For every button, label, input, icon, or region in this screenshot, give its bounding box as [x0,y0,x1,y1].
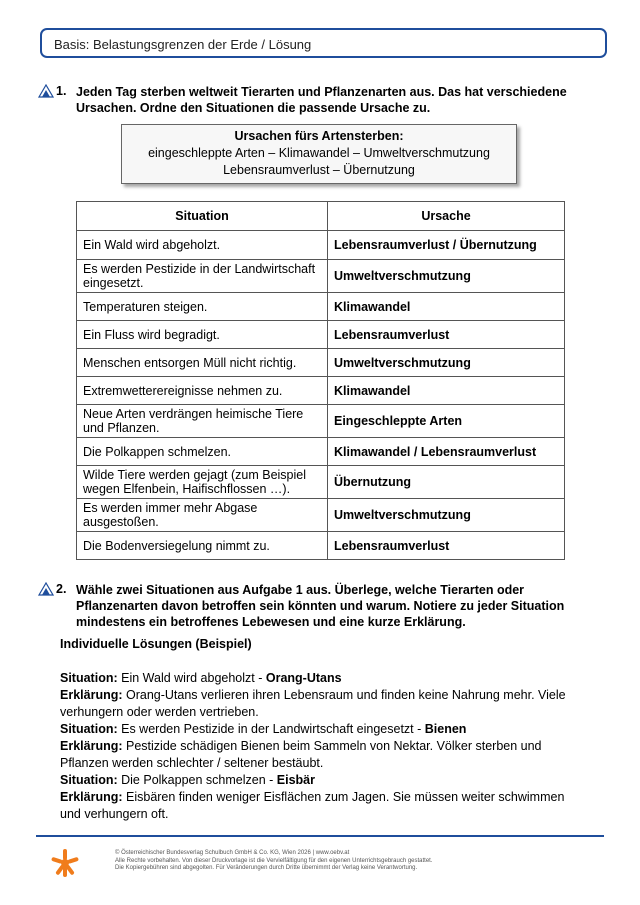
causes-line-2: Lebensraumverlust – Übernutzung [223,163,415,177]
page-header [40,28,607,58]
organism-name: Bienen [424,722,467,736]
situation-cell: Es werden Pestizide in der Landwirtschaft eingesetzt. [77,260,328,293]
explanation-text: Orang-Utans verlieren ihren Lebensraum und finden keine Nahrung mehr. Viele verhungern oder werden vertrieben. [60,688,566,719]
table-row [77,532,565,560]
publisher-logo-icon [50,848,80,878]
situation-cell: Temperaturen steigen. [77,293,328,321]
answer-explanation [60,789,570,823]
situation-label: Situation: [60,773,118,787]
situation-cell: Die Bodenversiegelung nimmt zu. [77,532,328,560]
footer-line-2: Alle Rechte vorbehalten. Von dieser Druckvorlage ist die Vervielfältigung für den eigenen Unterrichtsgebrauch gestattet. [115,857,433,864]
footer-divider [36,835,604,837]
situation-cell: Es werden immer mehr Abgase ausgestoßen. [77,499,328,532]
mountain-level-icon [38,582,54,596]
explanation-label: Erklärung: [60,739,123,753]
cause-cell: Eingeschleppte Arten [328,405,565,438]
table-header-row [77,202,565,231]
organism-name: Orang-Utans [265,671,342,685]
cause-cell: Klimawandel / Lebensraumverlust [328,438,565,466]
table-row [77,231,565,260]
task-instruction: Wähle zwei Situationen aus Aufgabe 1 aus. Überlege, welche Tierarten oder Pflanzenarten davon betroffen sein könnten und warum. Notiere zu jeder Situation mindestens ein betroffenes Lebewesen und eine kurze Erklärung. [76,583,565,629]
table-row [77,260,565,293]
explanation-label: Erklärung: [60,688,123,702]
cause-cell: Lebensraumverlust [328,321,565,349]
answer-situation: Situation: Es werden Pestizide in der Landwirtschaft eingesetzt - Bienen [60,722,467,736]
causes-line-1: eingeschleppte Arten – Klimawandel – Umweltverschmutzung [148,146,490,160]
cause-cell: Übernutzung [328,466,565,499]
cause-cell: Lebensraumverlust [328,532,565,560]
task-number: 1. [56,84,67,98]
table-row [77,349,565,377]
situation-cell: Die Polkappen schmelzen. [77,438,328,466]
situation-cell: Ein Fluss wird begradigt. [77,321,328,349]
table-row [77,321,565,349]
situation-label: Situation: [60,671,118,685]
solution-table [76,201,565,560]
task-2 [38,582,598,630]
table-row [77,499,565,532]
table-row [77,466,565,499]
footer-line-3: Die Kopiergebühren sind abgegolten. Für Veränderungen durch Dritte übernimmt der Verlag keine Verantwortung. [115,865,418,871]
cause-cell: Klimawandel [328,293,565,321]
situation-cell: Ein Wald wird abgeholzt. [77,231,328,260]
footer-line-1: © Österreichischer Bundesverlag Schulbuch GmbH & Co. KG, Wien 2026 | www.oebv.at [115,850,350,856]
answer-situation: Situation: Ein Wald wird abgeholzt - Orang-Utans [60,671,342,685]
situation-cell: Wilde Tiere werden gejagt (zum Beispiel wegen Elfenbein, Haifischflossen …). [77,466,328,499]
causes-title: Ursachen fürs Artensterben: [234,129,404,143]
cause-cell: Umweltverschmutzung [328,499,565,532]
table-row [77,377,565,405]
table-row [77,293,565,321]
situation-cell: Menschen entsorgen Müll nicht richtig. [77,349,328,377]
column-header-situation: Situation [77,202,328,231]
page-title: Basis: Belastungsgrenzen der Erde / Lösung [54,37,312,52]
table-row [77,438,565,466]
situation-label: Situation: [60,722,118,736]
situation-text: Die Polkappen schmelzen [121,773,266,787]
task-number: 2. [56,582,67,596]
situation-text: Ein Wald wird abgeholzt [121,671,255,685]
cause-cell: Klimawandel [328,377,565,405]
cause-cell: Lebensraumverlust / Übernutzung [328,231,565,260]
answer-explanation [60,687,570,721]
situation-cell: Neue Arten verdrängen heimische Tiere und Pflanzen. [77,405,328,438]
table-row [77,405,565,438]
cause-cell: Umweltverschmutzung [328,260,565,293]
task-instruction: Jeden Tag sterben weltweit Tierarten und Pflanzenarten aus. Das hat verschiedene Ursachen. Ordne den Situationen die passende Ursache zu. [76,85,567,115]
explanation-label: Erklärung: [60,790,123,804]
column-header-cause: Ursache [328,202,565,231]
answer-explanation [60,738,570,772]
task-1 [38,84,598,116]
causes-box [121,124,517,184]
footer-copyright [115,850,585,873]
situation-text: Es werden Pestizide in der Landwirtschaft eingesetzt [121,722,414,736]
explanation-text: Eisbären finden weniger Eisflächen zum Jagen. Sie müssen weiter schwimmen und verhungern oft. [60,790,565,821]
explanation-text: Pestizide schädigen Bienen beim Sammeln von Nektar. Völker sterben und Pflanzen werden schlechter / seltener bestäubt. [60,739,542,770]
answer-situation: Situation: Die Polkappen schmelzen - Eisbär [60,773,315,787]
example-answers [60,636,570,823]
cause-cell: Umweltverschmutzung [328,349,565,377]
situation-cell: Extremwetterereignisse nehmen zu. [77,377,328,405]
answers-intro: Individuelle Lösungen (Beispiel) [60,637,252,651]
mountain-level-icon [38,84,54,98]
organism-name: Eisbär [276,773,315,787]
